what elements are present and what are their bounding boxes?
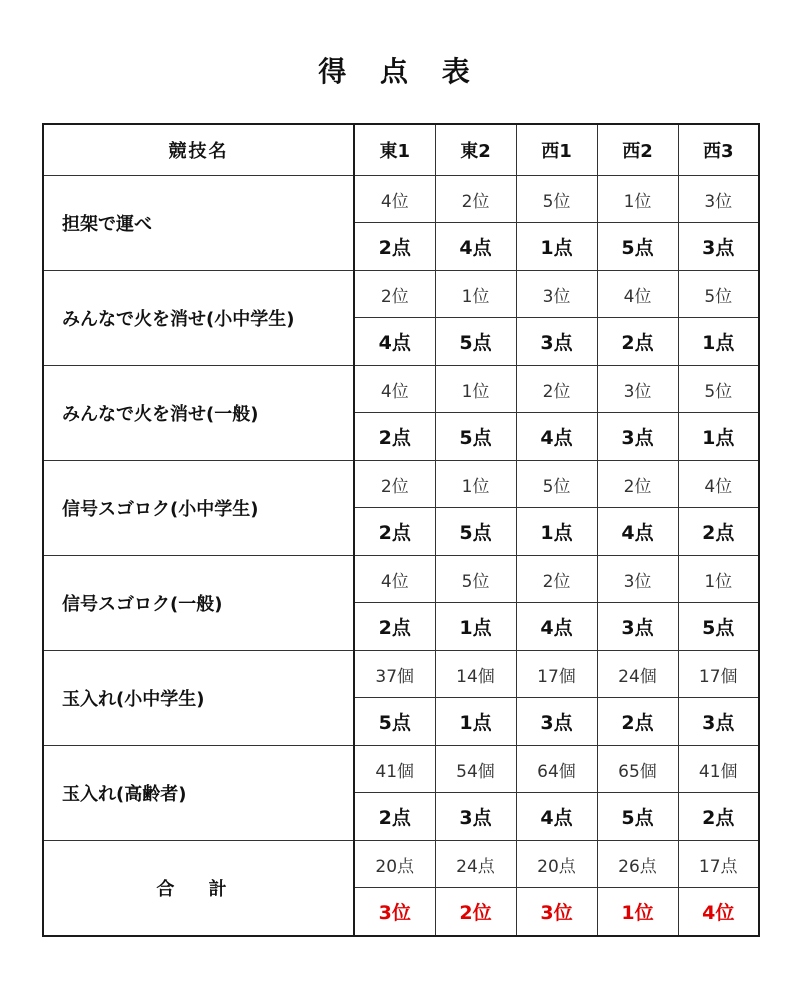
result-cell: 2位 xyxy=(597,461,678,508)
result-cell: 41個 xyxy=(354,746,435,793)
points-cell: 2点 xyxy=(354,223,435,271)
result-cell: 5位 xyxy=(678,366,759,413)
total-rank-cell: 3位 xyxy=(516,888,597,937)
points-cell: 5点 xyxy=(354,698,435,746)
result-cell: 3位 xyxy=(597,366,678,413)
points-cell: 3点 xyxy=(435,793,516,841)
total-rank-cell: 3位 xyxy=(354,888,435,937)
result-cell: 3位 xyxy=(516,271,597,318)
event-name: みんなで火を消せ(一般) xyxy=(43,366,354,461)
result-cell: 5位 xyxy=(678,271,759,318)
header-row xyxy=(43,124,759,176)
result-cell: 2位 xyxy=(516,366,597,413)
points-cell: 5点 xyxy=(435,508,516,556)
result-cell: 17個 xyxy=(678,651,759,698)
result-cell: 14個 xyxy=(435,651,516,698)
team-header-west1: 西1 xyxy=(516,124,597,176)
points-cell: 1点 xyxy=(678,318,759,366)
event-result-row xyxy=(43,176,759,223)
result-cell: 3位 xyxy=(597,556,678,603)
result-cell: 4位 xyxy=(354,366,435,413)
result-cell: 5位 xyxy=(516,176,597,223)
result-cell: 4位 xyxy=(678,461,759,508)
total-points-cell: 20点 xyxy=(354,841,435,888)
result-cell: 24個 xyxy=(597,651,678,698)
team-header-east2: 東2 xyxy=(435,124,516,176)
result-cell: 4位 xyxy=(354,176,435,223)
points-cell: 2点 xyxy=(354,508,435,556)
total-points-cell: 17点 xyxy=(678,841,759,888)
team-header-west3: 西3 xyxy=(678,124,759,176)
total-rank-cell: 4位 xyxy=(678,888,759,937)
result-cell: 37個 xyxy=(354,651,435,698)
points-cell: 4点 xyxy=(516,793,597,841)
points-cell: 2点 xyxy=(354,413,435,461)
result-cell: 2位 xyxy=(435,176,516,223)
result-cell: 4位 xyxy=(354,556,435,603)
points-cell: 1点 xyxy=(678,413,759,461)
points-cell: 3点 xyxy=(516,698,597,746)
points-cell: 2点 xyxy=(678,508,759,556)
event-name: 玉入れ(高齢者) xyxy=(43,746,354,841)
points-cell: 1点 xyxy=(516,508,597,556)
points-cell: 1点 xyxy=(435,698,516,746)
event-name: 信号スゴロク(一般) xyxy=(43,556,354,651)
points-cell: 1点 xyxy=(435,603,516,651)
event-result-row xyxy=(43,746,759,793)
event-name: 玉入れ(小中学生) xyxy=(43,651,354,746)
event-result-row xyxy=(43,651,759,698)
total-rank-cell: 1位 xyxy=(597,888,678,937)
event-name: 信号スゴロク(小中学生) xyxy=(43,461,354,556)
points-cell: 3点 xyxy=(678,223,759,271)
event-name: 担架で運べ xyxy=(43,176,354,271)
result-cell: 54個 xyxy=(435,746,516,793)
total-points-cell: 20点 xyxy=(516,841,597,888)
event-name: みんなで火を消せ(小中学生) xyxy=(43,271,354,366)
points-cell: 4点 xyxy=(597,508,678,556)
points-cell: 2点 xyxy=(678,793,759,841)
team-header-west2: 西2 xyxy=(597,124,678,176)
team-header-east1: 東1 xyxy=(354,124,435,176)
event-result-row xyxy=(43,461,759,508)
page-title: 得 点 表 xyxy=(318,55,482,88)
points-cell: 5点 xyxy=(435,413,516,461)
points-cell: 3点 xyxy=(678,698,759,746)
points-cell: 5点 xyxy=(435,318,516,366)
points-cell: 2点 xyxy=(354,603,435,651)
points-cell: 5点 xyxy=(597,223,678,271)
result-cell: 2位 xyxy=(354,461,435,508)
points-cell: 4点 xyxy=(354,318,435,366)
result-cell: 2位 xyxy=(516,556,597,603)
total-rank-cell: 2位 xyxy=(435,888,516,937)
event-result-row xyxy=(43,556,759,603)
points-cell: 4点 xyxy=(516,603,597,651)
points-cell: 3点 xyxy=(597,413,678,461)
event-column-header: 競技名 xyxy=(43,124,354,176)
points-cell: 2点 xyxy=(354,793,435,841)
result-cell: 1位 xyxy=(435,366,516,413)
points-cell: 4点 xyxy=(516,413,597,461)
points-cell: 4点 xyxy=(435,223,516,271)
result-cell: 2位 xyxy=(354,271,435,318)
result-cell: 41個 xyxy=(678,746,759,793)
result-cell: 4位 xyxy=(597,271,678,318)
points-cell: 5点 xyxy=(597,793,678,841)
result-cell: 5位 xyxy=(516,461,597,508)
total-points-row xyxy=(43,841,759,888)
total-points-cell: 24点 xyxy=(435,841,516,888)
result-cell: 65個 xyxy=(597,746,678,793)
score-table xyxy=(42,123,760,937)
total-points-cell: 26点 xyxy=(597,841,678,888)
result-cell: 1位 xyxy=(678,556,759,603)
points-cell: 5点 xyxy=(678,603,759,651)
points-cell: 2点 xyxy=(597,698,678,746)
total-label: 合 計 xyxy=(43,841,354,937)
result-cell: 1位 xyxy=(597,176,678,223)
event-result-row xyxy=(43,271,759,318)
points-cell: 3点 xyxy=(597,603,678,651)
result-cell: 3位 xyxy=(678,176,759,223)
points-cell: 3点 xyxy=(516,318,597,366)
result-cell: 64個 xyxy=(516,746,597,793)
result-cell: 1位 xyxy=(435,461,516,508)
points-cell: 1点 xyxy=(516,223,597,271)
result-cell: 1位 xyxy=(435,271,516,318)
result-cell: 5位 xyxy=(435,556,516,603)
result-cell: 17個 xyxy=(516,651,597,698)
points-cell: 2点 xyxy=(597,318,678,366)
event-result-row xyxy=(43,366,759,413)
